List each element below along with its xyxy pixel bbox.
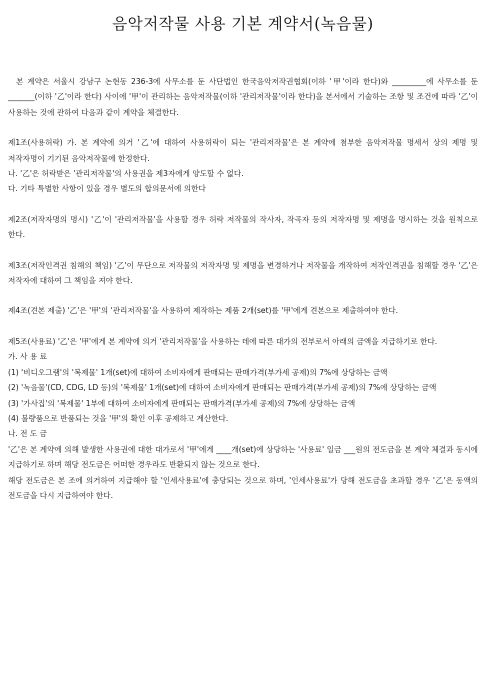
article-1-main: 제1조(사용허락) 가. 본 계약에 의거 '乙'에 대하여 사용허락이 되는 '관리저작물'은 본 계약에 첨부한 음악저작물 명세서 상의 제명 및 저작자명이 기기된 음악저작물에 한정한다. — [8, 138, 478, 163]
intro-paragraph: 본 계약은 서울시 강남구 논현동 236-3에 사무소를 둔 사단법인 한국음악저작권협회(이하 '甲'이라 한다)와 _________에 사무소를 둔 _______(이하 '乙'이라 한다) 사이에 '甲'이 관리하는 음악저작물(이하 '관리저작물'이라 한다)을 본서에서 기술하는 조항 및 조건에 따라 '乙'이 사용하는 것에 관하여 다음과 같이 계약을 체결한다. — [8, 77, 478, 117]
article-5-item-4: (4) 불량품으로 반품되는 것을 '甲'의 확인 이후 공제하고 계산한다. — [8, 413, 229, 423]
article-1-item-c: 다. 기타 특별한 사항이 있을 경우 별도의 합의문서에 의한다 — [8, 184, 206, 194]
article-5-main: 제5조(사용료) '乙'은 '甲'에게 본 계약에 의거 '관리저작물'을 사용하는 데에 따른 대가의 전부로서 아래의 금액을 지급하기로 한다. — [8, 336, 438, 346]
article-5-advance-offset: 해당 전도금은 본 조에 의거하여 지급해야 할 '인세사용료'에 충당되는 것으로 하며, '인세사용료'가 당해 전도금을 초과할 경우 '乙'은 동액의 전도금을 다시 지급하여야 한다. — [8, 475, 478, 500]
article-5-item-2: (2) '녹음물'(CD, CDG, LD 등)의 '복제물' 1개(set)에 대하여 소비자에게 판매되는 판매가격(부가세 공제)의 7%에 상당하는 금액 — [8, 383, 437, 393]
article-1-item-b: 나. '乙'은 허락받은 '관리저작물'의 사용권을 제3자에게 양도할 수 없다. — [8, 169, 244, 179]
article-5-item-3: (3) '가사집'의 '복제물' 1부에 대하여 소비자에게 판매되는 판매가격(부가세 공제)의 7%에 상당하는 금액 — [8, 398, 356, 408]
article-3: 제3조(저작인격권 침해의 책임) '乙'이 무단으로 저작물의 저작자명 및 제명을 변경하거나 저작물을 개작하여 저작인격권을 침해할 경우 '乙'은 저작자에 대하여 그 책임을 져야 한다. — [8, 260, 478, 286]
article-5-ga-heading: 가. 사 용 료 — [8, 352, 47, 362]
article-5-advance-terms: '乙'은 본 계약에 의해 발생한 사용권에 대한 대가로서 '甲'에게 ____개(set)에 상당하는 '사용료' 일금 ___원의 전도금을 본 계약 체결과 동시에 지급하기로 하며 해당 전도금은 어떠한 경우라도 반환되지 않는 것으로 한다. — [8, 444, 478, 470]
article-2: 제2조(저작자명의 명시) '乙'이 '관리저작물'을 사용할 경우 허락 저작물의 작사자, 작곡자 등의 저작자명 및 제명을 명시하는 것을 원칙으로 한다. — [8, 214, 478, 240]
article-5-na-heading: 나. 전 도 금 — [8, 429, 47, 439]
document-title: 음악저작물 사용 기본 계약서(녹음물) — [112, 15, 374, 33]
article-4: 제4조(견본 제출) '乙'은 '甲'의 '관리저작물'을 사용하여 제작하는 제품 2개(set)를 '甲'에게 견본으로 제출하여야 한다. — [8, 306, 399, 316]
article-5-item-1: (1) '비디오그램'의 '복제물' 1개(set)에 대하여 소비자에게 판매되는 판매가격(부가세 공제)의 7%에 상당하는 금액 — [8, 367, 388, 377]
